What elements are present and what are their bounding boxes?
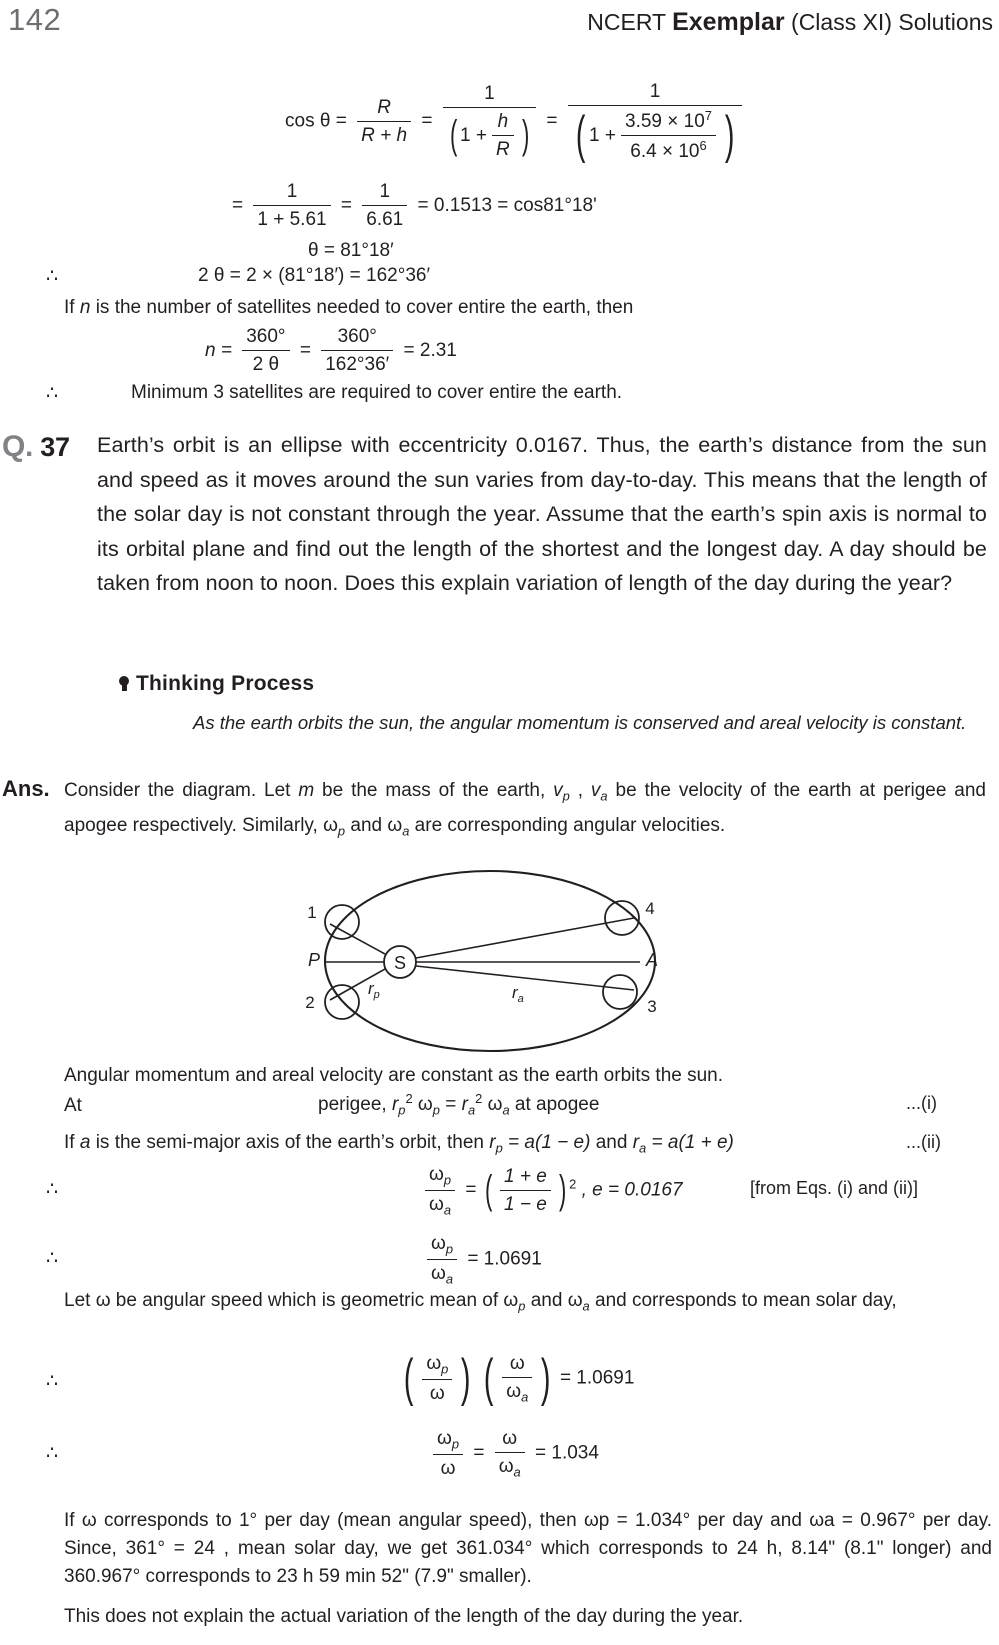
fraction-omegap-over-omegaa <box>425 1163 455 1218</box>
let-sub2: a <box>582 1298 590 1314</box>
ra-sub: a <box>639 1140 647 1156</box>
fraction-1-over-1plus561 <box>253 180 330 232</box>
frac-num <box>427 1232 457 1260</box>
answer-intro-1: Consider the diagram. Let <box>64 780 299 801</box>
bulb-icon <box>118 676 130 692</box>
fraction-1-over-661 <box>362 180 407 232</box>
ra-var: r <box>461 1094 468 1116</box>
frac-num <box>425 1163 455 1191</box>
rp-expr: = a(1 − e) <box>502 1132 596 1153</box>
perigee-apogee-equation <box>318 1091 599 1118</box>
ra-sup: 2 <box>475 1091 483 1106</box>
fraction-omega-over-omegaa <box>502 1352 532 1405</box>
n-lhs: n = <box>205 339 232 361</box>
eq-tag-ii: ...(ii) <box>906 1132 941 1152</box>
omega-a: ω <box>506 1380 522 1402</box>
omega-p-sub: p <box>451 1436 460 1452</box>
fraction-360-over-16236 <box>321 325 393 377</box>
final-value: = 1.034 <box>535 1442 599 1464</box>
conclusion-paragraph: If ω corresponds to 1° per day (mean angular speed), then ωp = 1.034° per day and ωa = 0.967° per day. Since, 361° = 24 , mean solar day, we get 361.034° which corresponds to 24 h, 8.14" (8.1" longer) and 360.967° corresponds to 23 h 59 min 52" (7.9" smaller). <box>64 1510 992 1587</box>
line-sun-to-4 <box>416 918 634 958</box>
frac-den: 6.61 <box>366 208 404 230</box>
fraction-359e7-over-64e6 <box>621 108 716 164</box>
wp-var: ω <box>412 1094 433 1116</box>
equation-omega-ratio-value <box>422 1232 542 1287</box>
equation-geometric-mean <box>400 1349 635 1408</box>
right-paren-1: ) <box>461 1349 471 1408</box>
fraction-1pluse-over-1minuse <box>500 1165 551 1217</box>
ra-expr: = a(1 + e) <box>646 1132 734 1153</box>
semimajor-axis-line <box>64 1132 734 1156</box>
answer-intro-6: are corresponding angular velocities. <box>409 814 726 836</box>
frac-num: 1 + e <box>500 1165 551 1191</box>
equation-cos-theta <box>285 80 747 163</box>
omega-a: ω <box>429 1193 444 1215</box>
therefore-symbol-1: ∴ <box>46 266 59 287</box>
apogee-word: at apogee <box>509 1094 600 1116</box>
var-omega-p: ω <box>323 814 338 836</box>
line-sun-to-3 <box>416 966 634 990</box>
and-word: and <box>595 1132 633 1153</box>
semimajor-mid: is the semi-major axis of the earth’s orbit, then <box>90 1132 490 1153</box>
cos-theta-lhs: cos θ = <box>285 110 347 132</box>
frac-den <box>427 1260 457 1288</box>
var-va: v <box>590 780 601 801</box>
right-paren: ) <box>521 113 530 158</box>
angular-momentum-constant-line: Angular momentum and areal velocity are constant as the earth orbits the sun. <box>64 1065 724 1086</box>
two-theta-line: 2 θ = 2 × (81°18′) = 162°36′ <box>198 265 431 286</box>
omega-a-sub: a <box>443 1202 452 1218</box>
frac-den: 162°36′ <box>325 353 390 375</box>
frac-num: 1 <box>253 180 330 206</box>
omega-p: ω <box>431 1233 446 1254</box>
frac-num: 1 <box>362 180 407 206</box>
var-va-sub: a <box>600 788 608 804</box>
equals-sign: = <box>465 1179 477 1201</box>
at-label: At <box>64 1095 82 1116</box>
fraction-omegap-over-omega <box>422 1352 452 1405</box>
orbit-diagram-svg <box>290 866 690 1056</box>
num-exp: 7 <box>704 107 712 123</box>
frac-num: 360° <box>242 325 289 351</box>
therefore-symbol-3: ∴ <box>46 1179 59 1200</box>
frac-num: 1 <box>568 80 743 106</box>
omega-a-sub: a <box>521 1389 529 1405</box>
thinking-process-body: As the earth orbits the sun, the angular momentum is conserved and areal velocity is constant. <box>193 712 967 733</box>
cos-value-tail: = 0.1513 = cos81°18' <box>417 194 597 216</box>
wp-sub: p <box>432 1102 440 1118</box>
omega-p: ω <box>437 1428 452 1449</box>
equation-cos-value <box>232 180 597 232</box>
frac-num: h <box>492 110 514 136</box>
thinking-process-title-text: Thinking Process <box>136 672 315 695</box>
num-text: 3.59 × 10 <box>625 110 705 132</box>
diagram-label-2: 2 <box>305 993 315 1012</box>
question-label <box>2 430 70 464</box>
geometric-mean-value: = 1.0691 <box>559 1367 635 1389</box>
power: 2 <box>569 1176 577 1192</box>
rp-var: r <box>391 1094 399 1116</box>
ra-var: r <box>632 1132 640 1153</box>
omega-p-sub: p <box>441 1361 449 1377</box>
equals-sign: = <box>232 194 244 216</box>
sun-label: S <box>393 953 407 973</box>
eq-tag-i: ...(i) <box>906 1093 937 1113</box>
frac-num <box>621 108 716 136</box>
diagram-label-A: A <box>645 950 659 970</box>
theta-value-line: θ = 81°18′ <box>308 240 394 261</box>
frac-num: ω <box>495 1427 525 1453</box>
wa-var: ω <box>482 1094 503 1116</box>
question-number: 37 <box>40 432 70 462</box>
semimajor-pre: If <box>64 1132 80 1153</box>
frac-den: R + h <box>361 124 408 146</box>
frac-den: 1 + 5.61 <box>257 208 327 230</box>
diagram-label-3: 3 <box>647 997 657 1016</box>
therefore-symbol-4: ∴ <box>46 1248 59 1269</box>
answer-intro-5: and <box>345 814 388 836</box>
ra-sub: a <box>467 1102 476 1118</box>
omega-p-sub: p <box>445 1241 454 1257</box>
den-text: 6.4 × 10 <box>630 140 700 162</box>
diagram-label-ra: $r_a$ <box>512 983 524 1005</box>
header-title-bold: Exemplar <box>672 8 785 36</box>
rp-sub: p <box>495 1140 503 1156</box>
equation-omega-final <box>428 1427 599 1480</box>
eq-note-from-eqs: [from Eqs. (i) and (ii)] <box>750 1178 919 1198</box>
orbit-diagram <box>290 866 690 1056</box>
den-text: 1 + <box>460 124 487 146</box>
left-paren-2: ( <box>483 1349 494 1408</box>
equals-sign-1: = <box>421 110 433 132</box>
equals-sign: = <box>473 1442 485 1464</box>
wa-sub: a <box>502 1102 510 1118</box>
earth-pos-3 <box>603 975 637 1009</box>
rp-sup: 2 <box>405 1091 413 1106</box>
var-omega-p-sub: p <box>337 823 346 839</box>
frac-den: ω <box>429 1382 445 1404</box>
left-paren: ( <box>484 1168 493 1213</box>
header-title-suffix: (Class XI) Solutions <box>784 9 993 35</box>
frac-den <box>443 108 536 162</box>
right-paren: ) <box>558 1168 567 1213</box>
diagram-label-1: 1 <box>307 903 317 922</box>
rp-var: r <box>489 1132 496 1153</box>
omega-a-sub: a <box>445 1271 454 1287</box>
frac-num: R <box>357 96 411 122</box>
frac-den <box>621 136 716 164</box>
var-vp: v <box>553 780 563 801</box>
frac-num: ω <box>502 1352 532 1378</box>
eq-sign: = <box>439 1094 462 1116</box>
answer-intro-2: be the mass of the earth, <box>314 780 554 801</box>
let-pre: Let ω be angular speed which is geometric mean of ω <box>64 1290 519 1311</box>
right-paren: ) <box>724 106 735 165</box>
var-omega-a: ω <box>387 814 403 836</box>
frac-den <box>425 1191 455 1219</box>
therefore-symbol-5: ∴ <box>46 1371 59 1392</box>
frac-num: 360° <box>321 325 393 351</box>
den-exp: 6 <box>699 137 707 153</box>
fraction-omega-over-omegaa-2 <box>495 1427 525 1480</box>
var-omega-a-sub: a <box>402 823 410 839</box>
thinking-process-block <box>118 672 978 733</box>
frac-den <box>568 106 743 164</box>
equals-sign-2: = <box>546 110 558 132</box>
minimum-satellites-line: Minimum 3 satellites are required to cover entire the earth. <box>131 382 623 403</box>
diagram-label-rp: $r_p$ <box>368 979 380 1001</box>
question-q: Q. <box>2 430 34 463</box>
rp-sub: p <box>398 1102 406 1118</box>
frac-den <box>502 1378 532 1406</box>
answer-label: Ans. <box>2 776 50 801</box>
page-number: 142 <box>8 2 62 37</box>
frac-num <box>433 1427 463 1455</box>
perigee-word: perigee, <box>318 1094 392 1116</box>
omega-a: ω <box>498 1455 514 1477</box>
equation-n <box>205 325 457 377</box>
equals-sign: = <box>299 339 311 361</box>
conclusion-final-line: This does not explain the actual variation of the length of the day during the year. <box>64 1606 744 1627</box>
therefore-symbol-6: ∴ <box>46 1443 59 1464</box>
let-mid: and ω <box>525 1290 583 1311</box>
answer-intro-4: be the velocity of the earth at perigee and apogee respectively. Similarly, <box>64 780 986 836</box>
omega-a-sub: a <box>513 1464 521 1480</box>
omega-p-sub: p <box>443 1172 452 1188</box>
var-m: m <box>298 780 315 801</box>
left-paren: ( <box>449 113 458 158</box>
header-title-prefix: NCERT <box>587 9 673 35</box>
ellipse-orbit <box>325 871 655 1051</box>
header-title <box>587 8 993 37</box>
frac-den <box>495 1453 525 1481</box>
frac-den: ω <box>440 1457 456 1479</box>
question-text: Earth’s orbit is an ellipse with eccentricity 0.0167. Thus, the earth’s distance from the sun and speed as it moves around the sun varies from day-to-day. This means that the length of the solar day is not constant through the year. Assume that the earth’s spin axis is normal to its orbital plane and find out the length of the shortest and the longest day. A day should be taken from noon to noon. Does this explain variation of length of the day during the year? <box>97 433 987 595</box>
ratio-value: = 1.0691 <box>467 1248 542 1270</box>
fraction-omegap-over-omegaa-2 <box>427 1232 457 1287</box>
frac-den: 2 θ <box>252 353 280 375</box>
fraction-omegap-over-omega-2 <box>433 1427 463 1480</box>
fraction-R-over-Rplush <box>357 96 411 148</box>
var-vp-sub: p <box>562 788 570 804</box>
page-header <box>0 0 999 46</box>
eccentricity-value: , e = 0.0167 <box>581 1179 683 1201</box>
omega-p: ω <box>429 1164 444 1185</box>
fraction-360-over-2theta <box>242 325 289 377</box>
let-sub1: p <box>518 1298 526 1314</box>
frac-den: 1 − e <box>504 1193 547 1215</box>
equals-sign-2: = <box>340 194 352 216</box>
diagram-label-4: 4 <box>645 899 655 918</box>
frac-num <box>422 1352 452 1380</box>
thinking-process-title <box>118 672 978 696</box>
left-paren: ( <box>575 106 586 165</box>
fraction-h-over-R <box>492 110 514 162</box>
therefore-symbol-2: ∴ <box>46 383 59 404</box>
italic-n: n <box>79 297 91 318</box>
answer-intro <box>64 776 986 845</box>
fraction-1-over-1plushoverR <box>443 82 536 161</box>
equation-omega-ratio-formula <box>420 1163 683 1218</box>
n-value-tail: = 2.31 <box>403 339 457 361</box>
right-paren-2: ) <box>541 1349 551 1408</box>
diagram-label-P: P <box>307 950 321 970</box>
answer-intro-3: , <box>569 780 591 801</box>
left-paren-1: ( <box>403 1349 414 1408</box>
omega-a: ω <box>431 1262 446 1284</box>
satellite-count-intro: If n is the number of satellites needed to cover entire the earth, then <box>64 297 634 318</box>
var-a: a <box>79 1132 91 1153</box>
fraction-1-over-1plusratio <box>568 80 743 163</box>
frac-num: 1 <box>443 82 536 108</box>
omega-p: ω <box>426 1353 442 1374</box>
mean-solar-day-line <box>64 1290 989 1314</box>
frac-den: R <box>495 138 510 160</box>
den-text: 1 + <box>589 124 616 146</box>
let-post: and corresponds to mean solar day, <box>589 1290 897 1311</box>
